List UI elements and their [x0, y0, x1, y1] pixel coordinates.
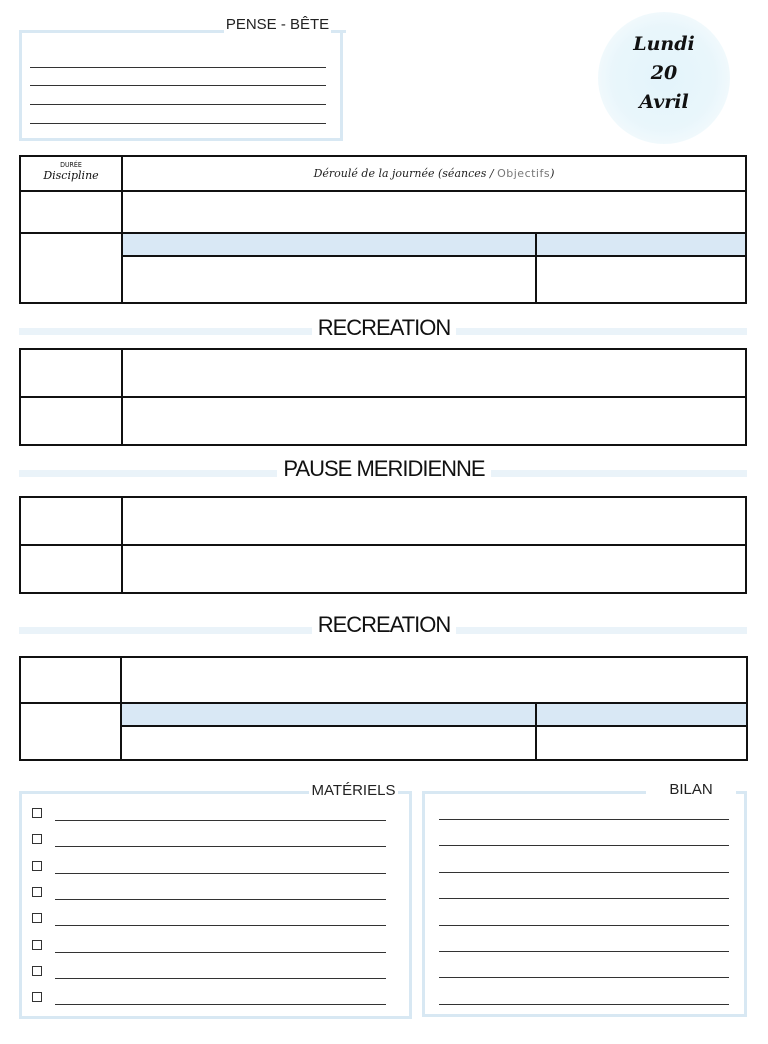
header-duree: DURÉE [60, 161, 82, 169]
subheader-band [122, 704, 746, 725]
materiel-line[interactable] [55, 1004, 386, 1005]
materiel-checkbox[interactable] [32, 808, 42, 818]
bilan-line[interactable] [439, 977, 729, 978]
row-divider [123, 255, 745, 257]
column-divider [535, 234, 537, 302]
subheader-band [123, 234, 745, 255]
pense-bete-line[interactable] [30, 67, 326, 68]
bilan-line[interactable] [439, 845, 729, 846]
date-day: Lundi [633, 33, 695, 55]
header-deroule [123, 157, 745, 190]
schedule-table-afternoon [19, 496, 747, 594]
pense-bete-border-left [19, 30, 224, 33]
pense-bete-line[interactable] [30, 104, 326, 105]
pense-bete-line[interactable] [30, 85, 326, 86]
bilan-border-left [422, 791, 646, 794]
materiel-line[interactable] [55, 978, 386, 979]
materiel-checkbox[interactable] [32, 834, 42, 844]
materiel-checkbox[interactable] [32, 966, 42, 976]
materiel-line[interactable] [55, 846, 386, 847]
separator-recreation-2 [0, 612, 768, 638]
bilan-line[interactable] [439, 1004, 729, 1005]
header-objectifs: Objectifs [497, 167, 551, 180]
materiel-line[interactable] [55, 899, 386, 900]
header-discipline: Discipline [43, 169, 99, 182]
bilan-box [422, 791, 747, 1017]
bilan-line[interactable] [439, 819, 729, 820]
bilan-border-right [736, 791, 747, 794]
date-badge-text [598, 30, 730, 117]
separator-label: RECREATION [312, 315, 457, 340]
bilan-line[interactable] [439, 951, 729, 952]
row-divider [21, 396, 745, 398]
pense-bete-line[interactable] [30, 123, 326, 124]
materiel-line[interactable] [55, 952, 386, 953]
row-divider [122, 725, 746, 727]
materiel-line[interactable] [55, 873, 386, 874]
row-divider [21, 190, 745, 192]
date-number: 20 [650, 62, 678, 84]
materiel-checkbox[interactable] [32, 992, 42, 1002]
materiels-border-left [19, 791, 309, 794]
separator-label: RECREATION [312, 612, 457, 637]
bilan-line[interactable] [439, 872, 729, 873]
schedule-table-midmorning [19, 348, 747, 446]
schedule-table-morning [19, 155, 747, 304]
header-deroule-text: Déroulé de la journée (séances / [313, 167, 498, 180]
schedule-table-late-afternoon [19, 656, 748, 761]
separator-label: PAUSE MERIDIENNE [277, 456, 490, 481]
column-divider [535, 704, 537, 759]
header-duree-discipline [21, 161, 121, 182]
materiel-line[interactable] [55, 820, 386, 821]
materiel-checkbox[interactable] [32, 861, 42, 871]
bilan-title: BILAN [669, 781, 713, 798]
materiel-checkbox[interactable] [32, 940, 42, 950]
separator-pause-meridienne [0, 456, 768, 482]
pense-bete-title: PENSE - BÊTE [225, 16, 330, 33]
header-close-paren: ) [550, 167, 555, 180]
materiels-border-right [398, 791, 412, 794]
date-month: Avril [639, 91, 689, 113]
materiel-line[interactable] [55, 925, 386, 926]
materiels-title: MATÉRIELS [311, 782, 396, 799]
materiel-checkbox[interactable] [32, 913, 42, 923]
bilan-line[interactable] [439, 925, 729, 926]
materiel-checkbox[interactable] [32, 887, 42, 897]
pense-bete-border-right [331, 30, 346, 33]
materiels-box [19, 791, 412, 1019]
separator-recreation-1 [0, 315, 768, 341]
row-divider [21, 544, 745, 546]
bilan-line[interactable] [439, 898, 729, 899]
